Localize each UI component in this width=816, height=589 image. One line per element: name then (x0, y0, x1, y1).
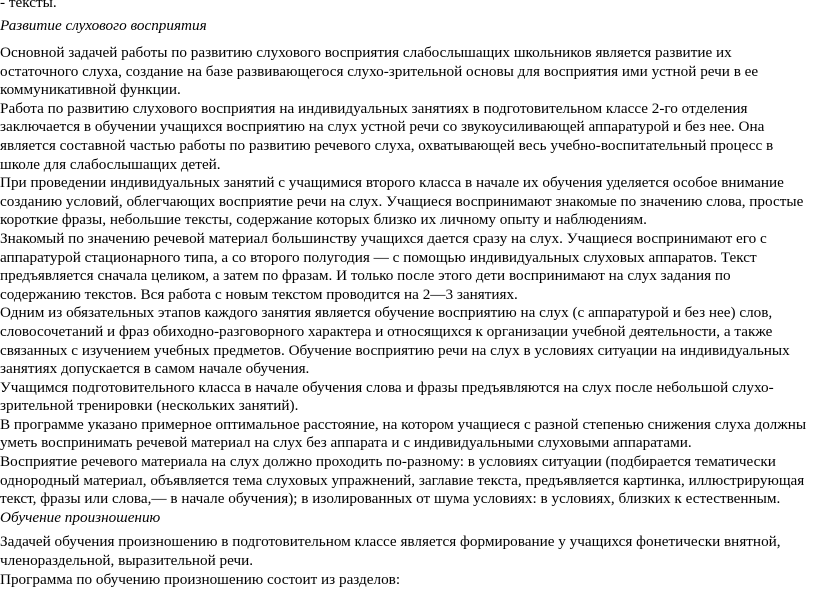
paragraph: Работа по развитию слухового восприятия на индивидуальных занятиях в подготовительном классе 2-го отделения заключается в обучении учащихся восприятию на слух устной речи со звукоусиливающей аппаратурой и без нее. Она является составной частью работы по развитию речевого слуха, охватывающей весь учебно-воспитательный процесс в школе для слабослышащих детей. (0, 99, 774, 173)
section-heading-hearing: Развитие слухового восприятия (0, 17, 207, 34)
document-body (0, 44, 810, 589)
paragraph: Одним из обязательных этапов каждого занятия является обучение восприятию на слух (с аппаратурой и без нее) слов, словосочетаний и фраз обиходно-разговорного характера и относящихся к организации учебной деятельности, а также связанных с изучением учебных предметов. Обучение восприятию речи на слух в условиях ситуации на индивидуальных занятиях допускается в самом начале обучения. (0, 304, 790, 378)
fragment-top: - тексты. (0, 0, 57, 11)
paragraph: В программе указано примерное оптимальное расстояние, на котором учащиеся с разной степенью снижения слуха должны уметь воспринимать речевой материал на слух без аппарата и с индивидуальными слуховыми аппаратами. (0, 415, 807, 452)
paragraph: Основной задачей работы по развитию слухового восприятия слабослышащих школьников является развитие их остаточного слуха, создание на базе развивающегося слухо-зрительной основы для восприятия ими устной речи в ее коммуникативной функции. (0, 44, 759, 99)
section-heading-pronunciation: Обучение произношению (0, 508, 161, 526)
paragraph: Восприятие речевого материала на слух должно проходить по-разному: в условиях ситуации (подбирается тематически однородный материал, объявляется тема слуховых упражнений, заглавие текста, предъявляется картинка, иллюстрирующая текст, фразы или слова,— в начале обучения); в изолированных от шума условиях: в условиях, близких к естественным. (0, 453, 805, 508)
paragraph: Учащимся подготовительного класса в начале обучения слова и фразы предъявляются на слух после небольшой слухо-зрительной тренировки (нескольких занятий). (0, 378, 774, 415)
paragraph: При проведении индивидуальных занятий с учащимися второго класса в начале их обучения уделяется особое внимание созданию условий, облегчающих восприятие речи на слух. Учащиеся воспринимают знакомые по значению слова, простые короткие фразы, небольшие тексты, содержание которых близко их личному опыту и наблюдениям. (0, 174, 804, 229)
paragraph: Задачей обучения произношению в подготовительном классе является формирование у учащихся фонетически внятной, членораздельной, выразительной речи. (0, 533, 781, 570)
paragraph: Знакомый по значению речевой материал большинству учащихся дается сразу на слух. Учащиеся воспринимают его с аппаратурой стационарного типа, а со второго полугодия — с помощью индивидуальных слуховых аппаратов. Текст предъявляется сначала целиком, а затем по фразам. И только после этого дети воспринимают на слух задания по содержанию текстов. Вся работа с новым текстом проводится на 2—3 занятиях. (0, 229, 767, 303)
paragraph: Программа по обучению произношению состоит из разделов: (0, 570, 401, 588)
